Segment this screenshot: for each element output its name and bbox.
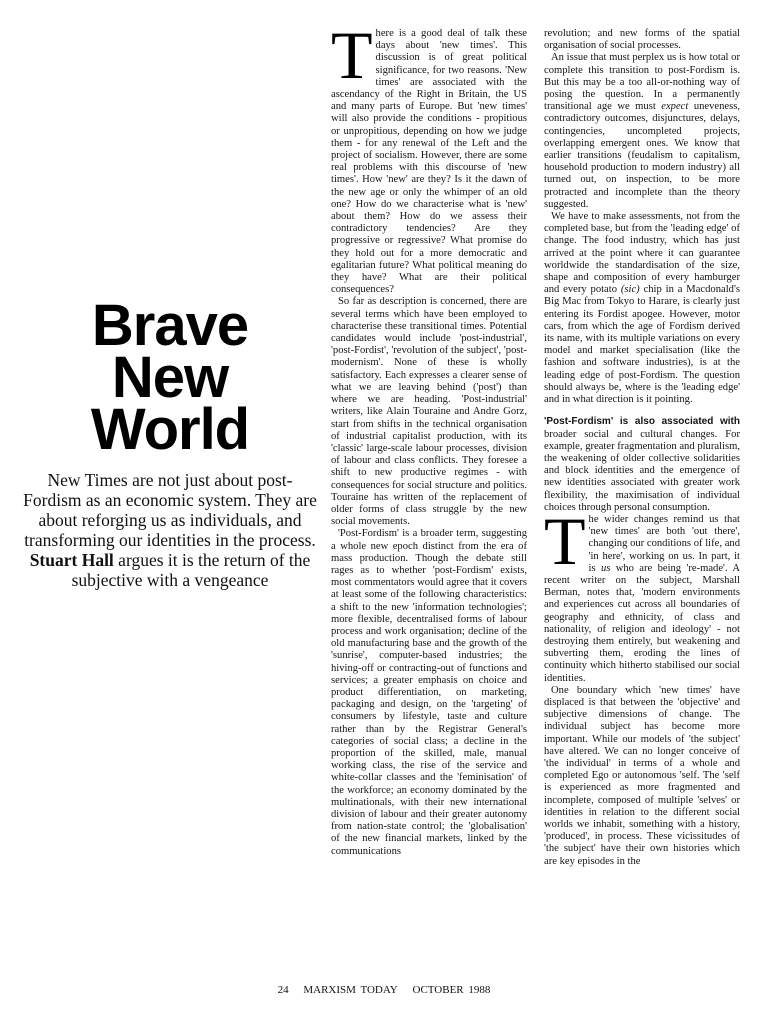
paragraph xyxy=(331,28,527,296)
drop-cap: T xyxy=(331,28,373,93)
emphasis: (sic) xyxy=(620,284,640,296)
issue-date: OCTOBER 1988 xyxy=(412,984,491,996)
paragraph: One boundary which 'new times' have displaced is that between the 'objective' and subjective dimensions of change. The individual subject has become more important. While our models of 'the subject' have altered. We can no longer conceive of 'the individual' in terms of a whole and completed Ego or autonomous 'self. The 'self is experienced as more fragmented and incomplete, composed of multiple 'selves' or identities in relation to the different social worlds we inhabit, something with a history, 'produced', in process. These vicissitudes of 'the subject' have their own histories which are key episodes in the xyxy=(544,684,740,867)
drop-cap: T xyxy=(544,502,586,579)
headline xyxy=(20,293,320,462)
paragraph-text: here is a good deal of talk these days about 'new times'. This discussion is of great political significance, for two reasons. 'New times' are associated with the ascendancy of the Right in Britain, the US and many parts of Europe. But 'new times' will also provide the conditions - propitious or unpropitious, depending on how we judge them - for any renewal of the Left and the project of socialism. However, there are some real problems with this discourse of 'new times'. How 'new' are they? Is it the dawn of the new age or only the whimper of an old one? How do we characterise what is 'new' about them? How do we assess their contradictory tendencies? Are they progressive or regressive? What promise do they hold out for a more democratic and egalitarian future? What political meaning do they have? What are their political consequences? xyxy=(331,28,527,296)
article-column-1 xyxy=(331,28,527,954)
paragraph: So far as description is concerned, there are several terms which have been employed to characterise these transitional times. Potential candidates would include 'post-industrial', 'post-Fordist', 'revolution of the subject', 'post-modernism'. None of these is wholly satisfactory. Each expresses a clearer sense of what we are leaving behind ('post') than where we are heading. 'Post-industrial' writers, like Alain Touraine and Andre Gorz, start from shifts in the technical organisation of industrial capitalist production, with its 'classic' large-scale labour processes, division of labour and class conflicts. They foresee a shift to new productive regimes - with consequences for social structure and politics. Touraine has written of the replacement of older forms of class struggle by the new social movements. xyxy=(331,296,527,528)
paragraph-text: who are being 're-made'. A recent writer on the subject, Marshall Berman, notes that, 'modern environments and experiences cut across all boundaries of geography and ethnicity, of class and nationality, of religion and ideology' - not destroying them entirely, but weakening and subverting them, eroding the lines of continuity which hitherto stabilised our social identities. xyxy=(544,562,740,684)
paragraph xyxy=(544,502,740,685)
page-number: 24 xyxy=(277,984,289,996)
article-title-block xyxy=(20,293,320,590)
paragraph-text: We have to make assessments, not from the completed base, but from the 'leading edge' of change. The food industry, which has just arrived at the point where it can guarantee worldwide the standardisation of the size, shape and composition of every hamburger and every potato xyxy=(544,211,740,296)
standfirst-text-end: argues it is the return of the subjective with a vengeance xyxy=(71,550,311,590)
headline-line-2: New xyxy=(111,345,229,410)
paragraph-text: chip in a Macdonald's Big Mac from Tokyo to Harare, is clearly just entering its Fordist apogee. However, motor cars, from which the age of Fordism derived its name, with its multiple variations on every model and market specialisation (like the fashion and software industries), is at the leading edge of post-Fordism. The question should always be, where is the 'leading edge' and in what direction is it pointing. xyxy=(544,284,740,406)
paragraph-text: uneveness, contradictory outcomes, disjunctures, delays, contingencies, uncompleted projects, overlapping emergent ones. We know that earlier transitions (feudalism to capitalism, household production to modern industry) all turned out, on inspection, to be more protracted and incomplete than the theory suggested. xyxy=(544,101,740,210)
section-lead-in: 'Post-Fordism' is also associated with xyxy=(544,416,740,428)
paragraph: revolution; and new forms of the spatial organisation of social processes. xyxy=(544,28,740,52)
paragraph-text: he wider changes remind us that 'new times' are both 'out there', changing our conditions of life, and 'in here', working on us. In part, it is xyxy=(588,513,740,574)
section-lead-paragraph xyxy=(544,416,740,514)
article-column-2 xyxy=(544,28,740,954)
emphasis: expect xyxy=(661,101,689,113)
paragraph-text: broader social and cultural changes. For example, greater fragmentation and pluralism, the weakening of older collective solidarities and block identities and the emergence of new identities associated with greater work flexibility, the maximisation of individual choices through personal consumption. xyxy=(544,428,740,513)
page-footer xyxy=(0,984,768,996)
headline-line-1: Brave xyxy=(91,293,249,358)
emphasis: us xyxy=(600,562,611,574)
headline-line-3: World xyxy=(90,397,250,462)
paragraph xyxy=(544,52,740,211)
paragraph-text: An issue that must perplex us is how total or complete this transition to post-Fordism is. But this may be a too all-or-nothing way of posing the question. In a permanently transitional age we must xyxy=(544,52,740,113)
standfirst xyxy=(20,470,320,590)
publication-name: MARXISM TODAY xyxy=(303,984,398,996)
standfirst-text: New Times are not just about post-Fordism as an economic system. They are about reforging us as individuals, and transforming our identities in the process. xyxy=(23,470,317,550)
author-name: Stuart Hall xyxy=(29,550,114,570)
paragraph: 'Post-Fordism' is a broader term, suggesting a whole new epoch distinct from the era of mass production. Though the debate still rages as to whether 'post-Fordism' exists, most commentators would agree that it covers at least some of the following characteristics: a shift to the new 'information technologies'; more flexible, decentralised forms of labour process and work organisation; decline of the old manufacturing base and the growth of the 'sunrise', computer-based industries; the hiving-off or contracting-out of functions and services; a greater emphasis on choice and product differentiation, on marketing, packaging and design, on the 'targeting' of consumers by lifestyle, taste and culture rather than by the Registrar General's categories of social class; a decline in the proportion of the skilled, male, manual working class, the rise of the service and white-collar classes and the 'feminisation' of the workforce; an economy dominated by the multinationals, with their new international division of labour and their greater autonomy from nation-state control; the 'globalisation' of the new financial markets, linked by the communications xyxy=(331,528,527,857)
paragraph xyxy=(544,211,740,406)
